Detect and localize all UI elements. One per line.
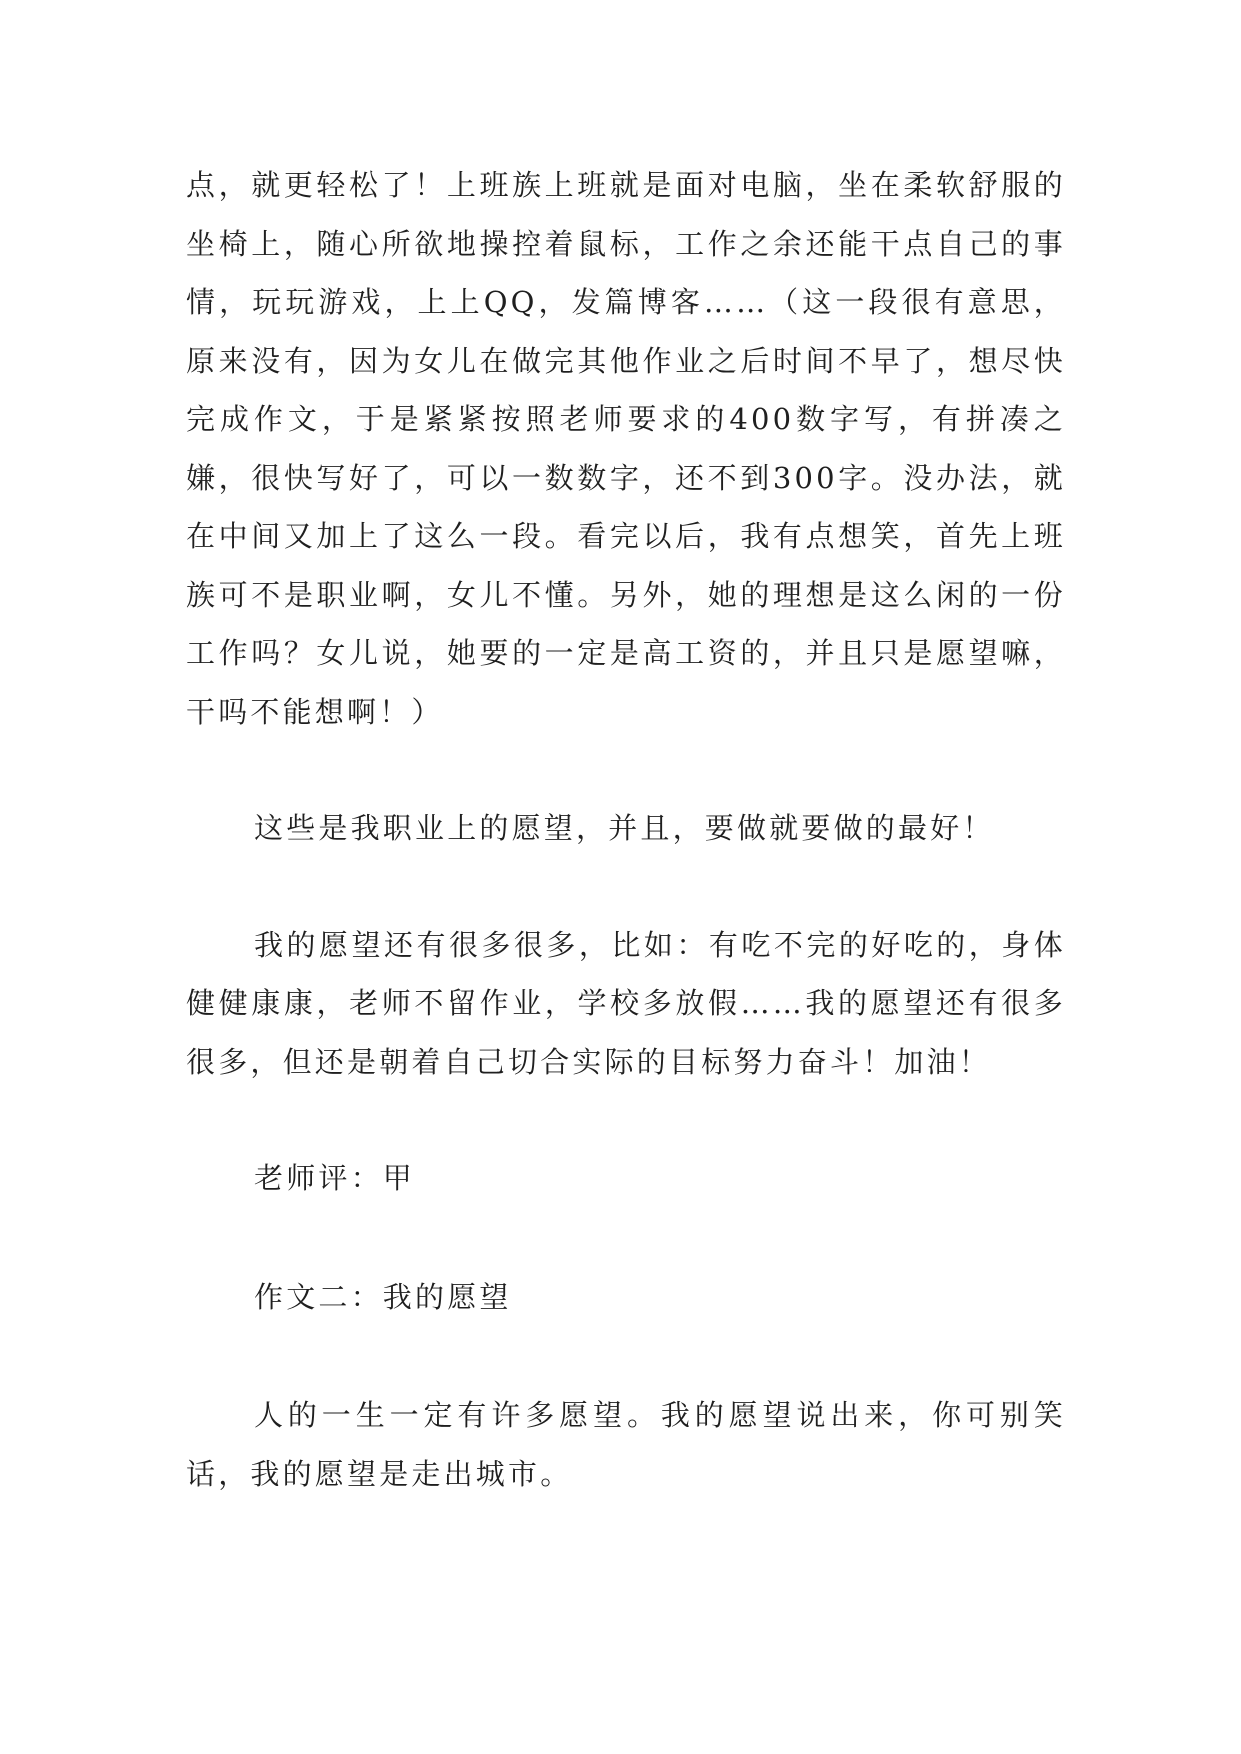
paragraph-gap (186, 741, 1066, 799)
paragraph-gap (186, 1326, 1066, 1386)
essay-heading: 作文二：我的愿望 (254, 1279, 512, 1314)
teacher-comment: 老师评：甲 (254, 1161, 416, 1195)
document-body (186, 156, 1066, 1503)
paragraph-more-wishes: 我的愿望还有很多很多，比如：有吃不完的好吃的，身体健健康康，老师不留作业，学校多放假……我的愿望还有很多很多，但还是朝着自己切合实际的目标努力奋斗！加油！ (186, 927, 1066, 1079)
paragraph-gap (186, 1208, 1066, 1268)
paragraph-gap (186, 1091, 1066, 1149)
paragraph-essay-two-opening: 人的一生一定有许多愿望。我的愿望说出来，你可别笑话，我的愿望是走出城市。 (186, 1398, 1066, 1491)
paragraph-continuation: 点，就更轻松了！上班族上班就是面对电脑，坐在柔软舒服的坐椅上，随心所欲地操控着鼠标，工作之余还能干点自己的事情，玩玩游戏，上上QQ，发篇博客……（这一段很有意思，原来没有，因为女儿在做完其他作业之后时间不早了，想尽快完成作文，于是紧紧按照老师要求的400数字写，有拼凑之嫌，很快写好了，可以一数数字，还不到300字。没办法，就在中间又加上了这么一段。看完以后，我有点想笑，首先上班族可不是职业啊，女儿不懂。另外，她的理想是这么闲的一份工作吗？女儿说，她要的一定是高工资的，并且只是愿望嘛，干吗不能想啊！） (186, 168, 1066, 729)
paragraph-career-wish: 这些是我职业上的愿望，并且，要做就要做的最好！ (254, 811, 995, 845)
paragraph-gap (186, 858, 1066, 916)
